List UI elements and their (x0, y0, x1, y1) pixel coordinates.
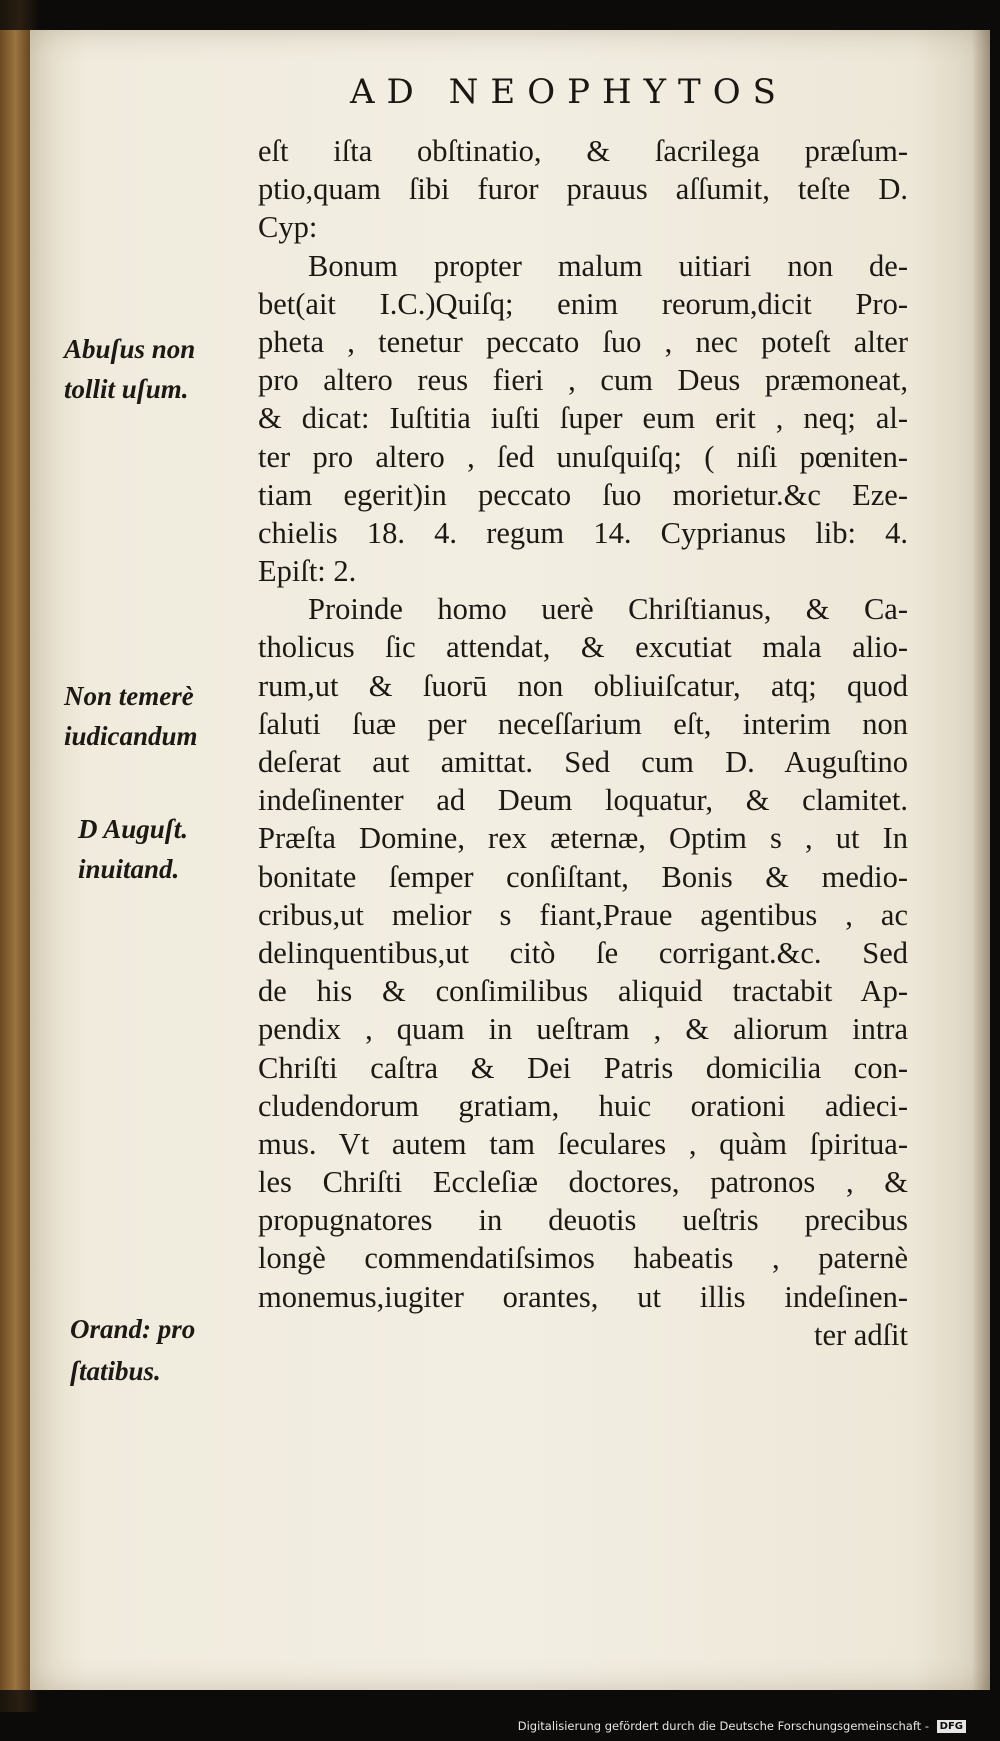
marginal-note: tollit uſum. (64, 374, 189, 404)
text-line: chielis 18. 4. regum 14. Cyprianus lib: 4. (258, 515, 908, 550)
text-line: rum,ut & ſuorū non obliuiſcatur, atq; quod (258, 668, 908, 703)
text-line: indeſinenter ad Deum loquatur, & clamitet. (258, 783, 908, 818)
text-line: pendix , quam in ueſtram , & aliorum intra (258, 1012, 908, 1047)
text-line: delinquentibus,ut citò ſe corrigant.&c. Sed (258, 935, 908, 970)
marginal-note: Orand: pro (70, 1314, 196, 1344)
text-line: Proinde homo uerè Chriſtianus, & Ca- (308, 592, 908, 627)
text-line: ter adſit (813, 1317, 908, 1352)
credit-text: Digitalisierung gefördert durch die Deutsche Forschungsgemeinschaft - (517, 1719, 929, 1733)
text-line: pro altero reus fieri , cum Deus præmoneat, (258, 363, 908, 398)
text-line: mus. Vt autem tam ſeculares , quàm ſpiritua- (258, 1126, 908, 1161)
text-line: & dicat: Iuſtitia iuſti ſuper eum erit , neq; al- (258, 401, 908, 436)
digitization-credit (518, 1719, 966, 1733)
marginal-note: ſtatibus. (70, 1356, 161, 1386)
text-line: propugnatores in deuotis ueſtris precibus (258, 1203, 908, 1238)
text-line: les Chriſti Eccleſiæ doctores, patronos , & (258, 1165, 908, 1200)
text-line: Epiſt: 2. (258, 554, 357, 589)
marginal-note: iudicandum (64, 721, 198, 751)
text-line: cludendorum gratiam, huic orationi adieci- (258, 1088, 908, 1123)
main-text-block (258, 132, 908, 1354)
marginal-note: Abuſus non (64, 334, 196, 364)
text-line: ptio,quam ſibi furor prauus aſſumit, teſte D. (258, 172, 908, 207)
text-line: monemus,iugiter orantes, ut illis indeſinen- (258, 1279, 908, 1314)
text-line: pheta , tenetur peccato ſuo , nec poteſt alter (258, 324, 908, 359)
text-line: Bonum propter malum uitiari non de- (308, 248, 908, 283)
text-line: cribus,ut melior s fiant,Praue agentibus , ac (258, 897, 908, 932)
text-line: de his & conſimilibus aliquid tractabit Ap- (258, 974, 908, 1009)
text-line: Præſta Domine, rex æternæ, Optim s , ut In (258, 821, 908, 856)
text-line: Chriſti caſtra & Dei Patris domicilia con- (258, 1050, 908, 1085)
text-line: deſerat aut amittat. Sed cum D. Auguſtino (258, 745, 908, 779)
text-line: ſaluti ſuæ per neceſſarium eſt, interim non (258, 706, 908, 741)
text-line: tholicus ſic attendat, & excutiat mala alio- (258, 630, 908, 665)
page-edge-shadow (972, 30, 990, 1690)
marginal-note: inuitand. (78, 854, 180, 884)
text-line: longè commendatiſsimos habeatis , paternè (258, 1241, 908, 1276)
text-line: Cyp: (258, 210, 318, 245)
book-spine (0, 30, 34, 1690)
text-line: bonitate ſemper conſiſtant, Bonis & medio- (258, 859, 908, 894)
marginal-note: Non temerè (64, 681, 194, 711)
text-line: eſt iſta obſtinatio, & ſacrilega præſum- (258, 134, 908, 168)
running-head: AD NEOPHYTOS (350, 72, 788, 112)
marginal-note: D Auguſt. (78, 814, 189, 844)
text-line: ter pro altero , ſed unuſquiſq; ( niſi pœniten- (258, 439, 908, 474)
text-line: tiam egerit)in peccato ſuo morietur.&c Eze- (258, 477, 908, 512)
text-line: bet(ait I.C.)Quiſq; enim reorum,dicit Pro- (258, 286, 908, 321)
dfg-logo: DFG (937, 1720, 966, 1733)
